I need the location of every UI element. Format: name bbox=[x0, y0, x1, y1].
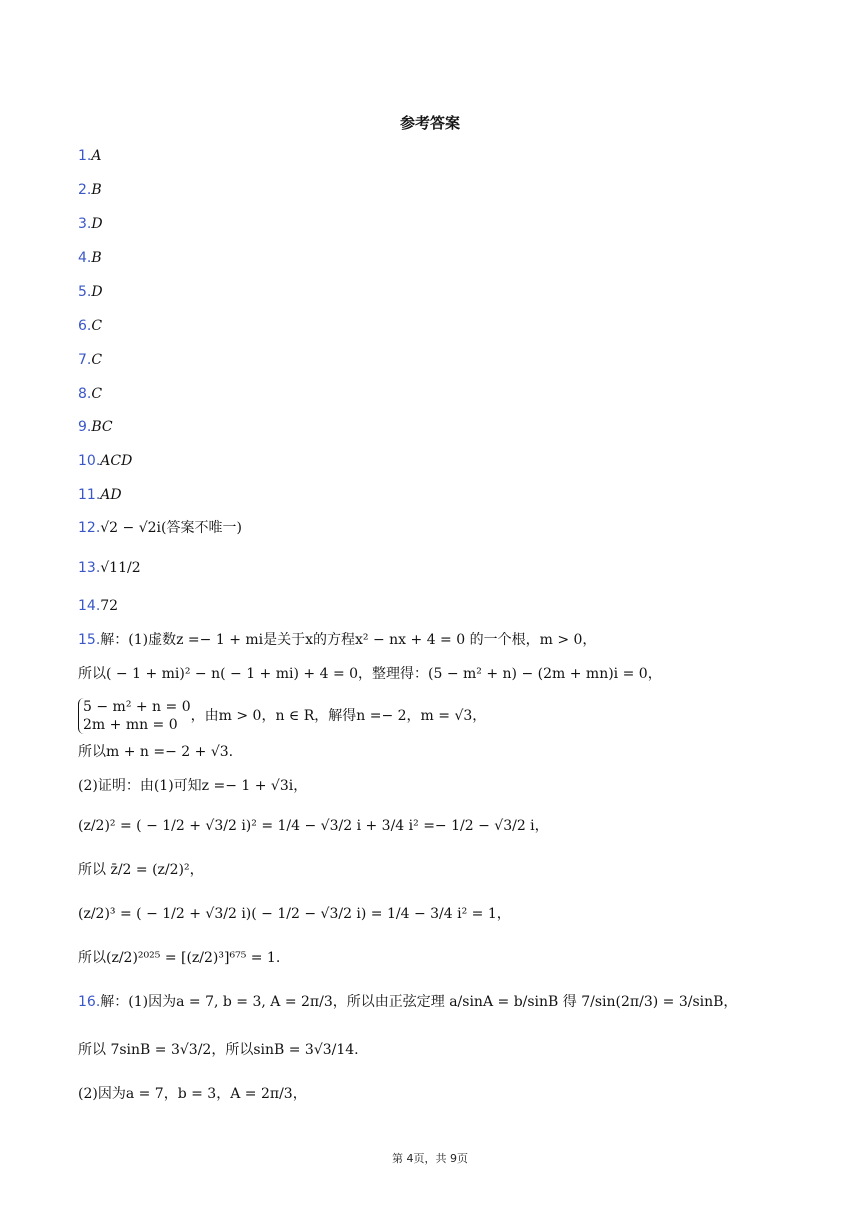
q15-line-5: (2)证明：由(1)可知z =− 1 + √3i， bbox=[78, 778, 308, 794]
answer-line: 7.C bbox=[78, 352, 103, 368]
answer-line: 9.BC bbox=[78, 419, 113, 435]
answer-line: 11.AD bbox=[78, 487, 122, 503]
q15-line-3: 5 − m² + n = 0 2m + mn = 0 ，由m > 0，n ∈ R，解得n =− 2，m = √3， bbox=[78, 698, 486, 734]
answer-line: 12.√2 − √2i(答案不唯一) bbox=[78, 520, 242, 536]
answer-line: 2.B bbox=[78, 182, 102, 198]
q15-line-6: (z/2)² = ( − 1/2 + √3/2 i)² = 1/4 − √3/2 i + 3/4 i² =− 1/2 − √3/2 i， bbox=[78, 818, 549, 834]
page-footer: 第 4页，共 9页 bbox=[392, 1152, 468, 1165]
answer-line: 6.C bbox=[78, 318, 103, 334]
q15-line-4: 所以m + n =− 2 + √3. bbox=[78, 744, 234, 760]
answer-line: 8.C bbox=[78, 386, 103, 402]
q16-line-2: 所以 7sinB = 3√3/2，所以sinB = 3√3/14. bbox=[78, 1042, 359, 1058]
q15-line-1: 15.解：(1)虚数z =− 1 + mi是关于x的方程x² − nx + 4 = 0 的一个根，m > 0， bbox=[78, 632, 597, 648]
answer-line: 13.√11/2 bbox=[78, 560, 141, 576]
q15-line-8: (z/2)³ = ( − 1/2 + √3/2 i)( − 1/2 − √3/2 i) = 1/4 − 3/4 i² = 1， bbox=[78, 906, 511, 922]
page-title: 参考答案 bbox=[399, 114, 460, 132]
answer-line: 3.D bbox=[78, 216, 103, 232]
q15-line-9: 所以(z/2)²⁰²⁵ = [(z/2)³]⁶⁷⁵ = 1. bbox=[78, 950, 281, 966]
equation-system: 5 − m² + n = 0 2m + mn = 0 bbox=[78, 698, 191, 734]
q15-line-2: 所以( − 1 + mi)² − n( − 1 + mi) + 4 = 0，整理得：(5 − m² + n) − (2m + mn)i = 0， bbox=[78, 666, 662, 682]
answer-line: 1.A bbox=[78, 148, 102, 164]
answer-line: 10.ACD bbox=[78, 453, 133, 469]
q16-line-3: (2)因为a = 7，b = 3，A = 2π/3， bbox=[78, 1086, 307, 1102]
answer-line: 14.72 bbox=[78, 598, 119, 614]
answer-line: 5.D bbox=[78, 284, 103, 300]
q16-line-1: 16.解：(1)因为a = 7, b = 3, A = 2π/3，所以由正弦定理 a/sinA = b/sinB 得 7/sin(2π/3) = 3/sinB， bbox=[78, 994, 738, 1010]
answer-line: 4.B bbox=[78, 250, 102, 266]
q15-line-7: 所以 z̄/2 = (z/2)²， bbox=[78, 862, 204, 878]
